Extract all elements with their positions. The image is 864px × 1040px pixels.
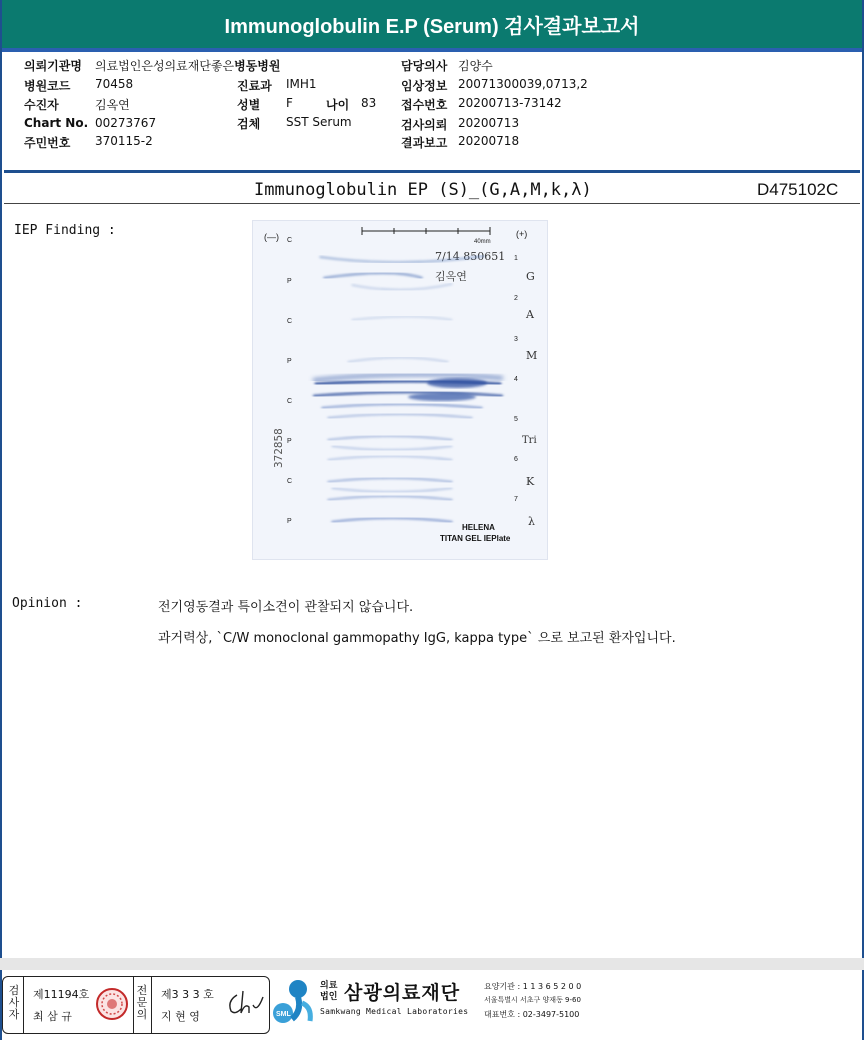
lane-number: 4 — [514, 376, 518, 383]
sex-value: F — [286, 96, 293, 110]
chart-value: 00273767 — [95, 116, 157, 130]
doctor-value: 김양수 — [458, 59, 493, 73]
age-label: 나이 — [326, 98, 350, 112]
report-value: 20200718 — [458, 134, 520, 148]
id-value: 370115-2 — [95, 134, 153, 148]
institution-code: 요양기관 : 1 1 3 6 5 2 0 0 — [484, 982, 582, 991]
foundation-prefix-bottom: 법인 — [320, 992, 338, 1002]
foundation-prefix-top: 의료 — [320, 981, 338, 991]
box-divider — [151, 977, 152, 1033]
specimen-label: 검체 — [237, 117, 261, 131]
tester-seal — [95, 987, 129, 1021]
sml-logo-text: SML — [276, 1011, 291, 1018]
signature-box — [2, 976, 270, 1034]
lane-number: 1 — [514, 255, 518, 262]
lane-letter: P — [287, 278, 292, 285]
opinion-line-1: 전기영동결과 특이소견이 관찰되지 않습니다. — [158, 600, 414, 615]
lane-letter: P — [287, 438, 292, 445]
lane-letter: C — [287, 318, 293, 325]
foundation-english-name: Samkwang Medical Laboratories — [320, 1007, 469, 1016]
box-divider — [133, 977, 134, 1033]
antiserum-label: Tri — [522, 435, 537, 446]
side-sample-number: 372858 — [272, 428, 285, 468]
lane-number: 3 — [514, 336, 518, 343]
chart-label: Chart No. — [24, 116, 89, 130]
report-label: 결과보고 — [401, 136, 448, 150]
lane-letter: P — [287, 358, 292, 365]
section-divider — [4, 170, 860, 173]
gel-maker: HELENA — [462, 523, 495, 532]
antiserum-label: K — [526, 475, 535, 488]
clinical-label: 임상정보 — [401, 79, 448, 93]
tester-name: 최 삼 규 — [33, 1010, 72, 1023]
antiserum-label: G — [526, 270, 535, 283]
left-border — [0, 0, 2, 1040]
specimen-value: SST Serum — [286, 115, 352, 129]
anode-label: (+) — [516, 229, 528, 239]
lane-letter: P — [287, 518, 292, 525]
foundation-phone: 대표번호 : 02-3497-5100 — [484, 1010, 580, 1019]
institution-value: 의료법인은성의료재단좋은 — [95, 59, 235, 73]
lane-letter: C — [287, 478, 293, 485]
gel-plate-type: TITAN GEL IEPlate — [440, 534, 511, 543]
institution-label: 의뢰기관명 — [24, 59, 82, 73]
opinion-line-2: 과거력상, `C/W monoclonal gammopathy IgG, kappa type` 으로 보고된 환자입니다. — [158, 631, 676, 646]
clinical-value: 20071300039,0713,2 — [458, 77, 588, 91]
institution-value-bold: 병동병원 — [234, 59, 281, 73]
scale-label: 40mm — [474, 239, 491, 245]
specialist-license-no: 제3 3 3 호 — [161, 988, 214, 1001]
lane-number: 2 — [514, 295, 518, 302]
doctor-label: 담당의사 — [401, 59, 448, 73]
specialist-name: 지 현 영 — [161, 1010, 200, 1023]
id-label: 주민번호 — [24, 136, 71, 150]
samkwang-logo-block — [272, 975, 592, 1035]
receipt-value: 20200713-73142 — [458, 96, 562, 110]
test-name: Immunoglobulin EP (S)_(G,A,M,k,λ) — [254, 180, 592, 200]
patient-label: 수진자 — [24, 98, 59, 112]
tester-label: 검사자 — [8, 984, 20, 1021]
sex-label: 성별 — [237, 98, 261, 112]
footer-band — [0, 958, 864, 970]
specialist-label: 전문의 — [136, 984, 148, 1021]
antiserum-label: M — [526, 349, 538, 362]
handwritten-sample-id: 7/14 850651 — [435, 250, 506, 263]
lane-letter: C — [287, 398, 293, 405]
tester-license-no: 제11194호 — [33, 988, 90, 1001]
request-value: 20200713 — [458, 116, 520, 130]
title-underline — [0, 48, 864, 52]
section-divider-thin — [4, 203, 860, 204]
antiserum-label: λ — [528, 515, 535, 528]
hospital-code-label: 병원코드 — [24, 79, 71, 93]
test-code: D475102C — [757, 180, 839, 199]
iep-finding-label: IEP Finding : — [14, 223, 116, 238]
report-title: Immunoglobulin E.P (Serum) 검사결과보고서 — [0, 0, 864, 48]
iep-gel-image — [252, 220, 548, 560]
receipt-label: 접수번호 — [401, 98, 448, 112]
lane-number: 6 — [514, 456, 518, 463]
antiserum-label: A — [526, 308, 534, 321]
dept-value: IMH1 — [286, 77, 317, 91]
foundation-address: 서울특별시 서초구 양재동 9-60 — [484, 996, 581, 1004]
handwritten-patient-name: 김옥연 — [435, 270, 467, 283]
sml-logo-icon — [272, 977, 318, 1029]
gel-svg — [252, 220, 548, 560]
cathode-label: (—) — [264, 232, 279, 242]
lane-number: 7 — [514, 496, 518, 503]
opinion-label: Opinion : — [12, 596, 83, 611]
age-value: 83 — [361, 96, 377, 110]
patient-value: 김옥연 — [95, 98, 130, 112]
foundation-name: 삼광의료재단 — [344, 982, 461, 1004]
dept-label: 진료과 — [237, 79, 272, 93]
request-label: 검사의뢰 — [401, 118, 448, 132]
specialist-signature — [223, 987, 267, 1025]
box-divider — [23, 977, 24, 1033]
lane-letter: C — [287, 237, 293, 244]
lane-number: 5 — [514, 416, 518, 423]
hospital-code-value: 70458 — [95, 77, 134, 91]
